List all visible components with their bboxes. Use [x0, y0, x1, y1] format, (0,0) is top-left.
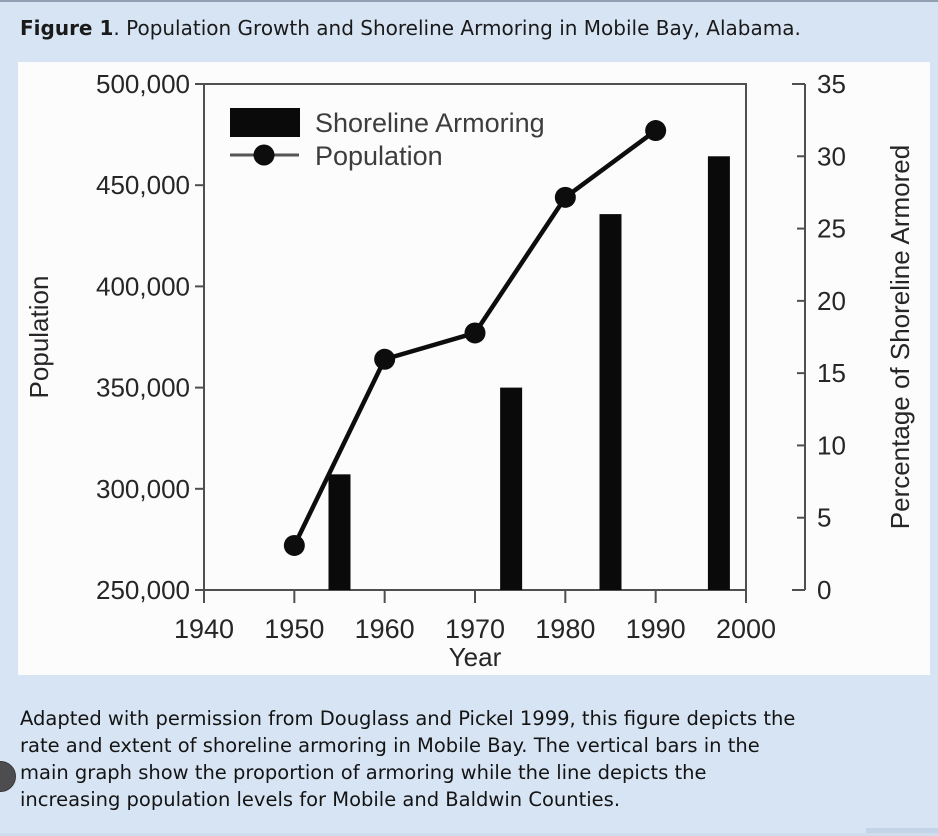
right-axis-tick-label: 25 [817, 213, 846, 244]
right-axis-tick-label: 0 [817, 575, 832, 605]
right-axis-tick-label: 15 [817, 358, 846, 389]
left-axis [24, 69, 204, 605]
right-axis-tick-label: 30 [817, 141, 846, 172]
legend-label-armoring: Shoreline Armoring [315, 108, 545, 138]
left-axis-tick-label: 500,000 [96, 69, 190, 99]
chart-panel [18, 62, 930, 675]
x-axis-tick-label: 1990 [625, 614, 686, 644]
right-axis-tick-label: 35 [817, 69, 846, 99]
right-axis-tick-label: 10 [817, 430, 846, 461]
window-top-edge [0, 0, 938, 2]
armoring-bar [600, 214, 622, 590]
x-axis-tick-label: 1970 [444, 614, 506, 644]
x-axis [174, 590, 776, 672]
x-axis-tick-label: 1940 [173, 614, 235, 644]
armoring-bar [500, 388, 522, 590]
population-marker [465, 322, 486, 343]
right-axis-tick-label: 5 [817, 502, 832, 533]
caption-line: increasing population levels for Mobile and Baldwin Counties. [20, 788, 621, 811]
right-axis [792, 69, 915, 605]
armoring-bars [329, 156, 730, 590]
population-marker [284, 535, 305, 556]
caption-line: Adapted with permission from Douglass and Pickel 1999, this figure depicts the [20, 707, 796, 730]
x-axis-tick-label: 1960 [354, 614, 415, 644]
legend-bar-swatch [230, 108, 300, 137]
figure-title [20, 16, 920, 40]
legend-label-population: Population [315, 141, 443, 171]
armoring-bar [329, 474, 351, 590]
left-axis-tick-label: 450,000 [96, 170, 190, 201]
population-marker [555, 187, 576, 208]
population-marker [645, 120, 666, 141]
armoring-bar [708, 156, 730, 590]
page-nav-bubble[interactable] [0, 761, 16, 792]
x-axis-tick-label: 1950 [264, 614, 325, 644]
population-marker [374, 349, 395, 370]
left-axis-tick-label: 400,000 [96, 271, 190, 302]
figure-title-rest: . Population Growth and Shoreline Armoring in Mobile Bay, Alabama. [113, 16, 801, 40]
chart-legend [230, 108, 545, 171]
caption-line: rate and extent of shoreline armoring in Mobile Bay. The vertical bars in the [20, 734, 760, 757]
left-axis-tick-label: 250,000 [96, 575, 190, 605]
right-axis-title: Percentage of Shoreline Armored [885, 144, 915, 530]
x-axis-tick-label: 2000 [715, 614, 777, 644]
left-axis-tick-label: 300,000 [96, 473, 190, 504]
left-axis-tick-label: 350,000 [96, 372, 190, 403]
x-axis-tick-label: 1980 [535, 614, 596, 644]
left-axis-title: Population [24, 275, 54, 399]
figure-title-lead: Figure 1 [20, 16, 114, 40]
population-armoring-chart [18, 62, 930, 675]
figure-caption [20, 705, 932, 813]
legend-line-dot [254, 145, 275, 166]
caption-line: main graph show the proportion of armoring while the line depicts the [20, 761, 707, 784]
right-axis-tick-label: 20 [817, 285, 846, 316]
x-axis-title: Year [448, 642, 502, 672]
